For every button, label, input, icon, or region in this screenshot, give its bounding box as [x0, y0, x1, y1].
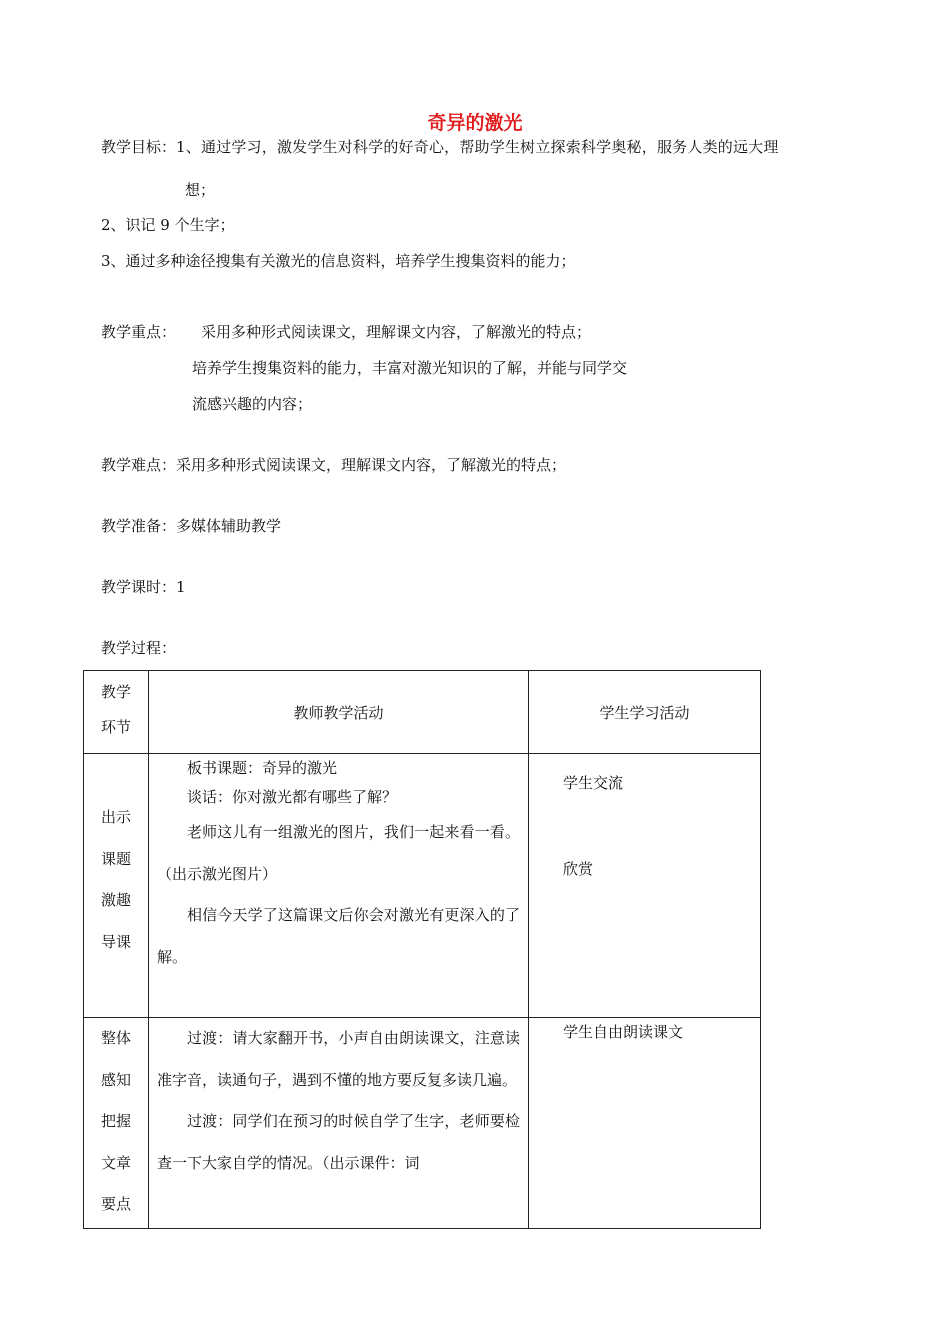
difficulties-row: [101, 455, 566, 475]
teacher-paragraph: 过渡：请大家翻开书，小声自由朗读课文，注意读准字音，读通句子，遇到不懂的地方要反复多读几遍。: [157, 1029, 520, 1089]
objectives-label: 教学目标：: [101, 138, 177, 156]
stage-text: 感知: [100, 1070, 131, 1089]
difficulties-label: 教学难点：: [101, 456, 177, 474]
stage-text: 文章: [100, 1153, 131, 1172]
process-table: [83, 670, 761, 1229]
student-activity: 学生交流: [563, 774, 624, 792]
lessons-label: 教学课时：: [101, 578, 177, 596]
header-stage-line-2: 环节: [100, 718, 131, 736]
difficulties-text: 采用多种形式阅读课文，理解课文内容，了解激光的特点；: [176, 456, 567, 474]
student-activity-cell: [529, 754, 761, 1018]
objectives-line-1-cont: 想；: [185, 181, 216, 199]
process-label: 教学过程：: [101, 639, 177, 657]
teacher-paragraph: 板书课题：奇异的激光: [187, 759, 338, 777]
stage-text: 把握: [100, 1112, 131, 1130]
table-row: [84, 754, 761, 1018]
document-title: 奇异的激光: [427, 112, 523, 134]
objectives-line-2: 2、识记 9 个生字；: [101, 216, 235, 234]
preparation-row: [101, 516, 281, 536]
stage-text: 课题: [100, 849, 131, 868]
stage-text: 激趣: [100, 891, 131, 909]
key-points-line-3: 流感兴趣的内容；: [192, 395, 313, 413]
header-teacher-cell: 教师教学活动: [149, 671, 529, 754]
teacher-paragraph: 过渡：同学们在预习的时候自学了生字，老师要检查一下大家自学的情况。（出示课件：词: [157, 1112, 520, 1172]
stage-text: 整体: [100, 1029, 131, 1047]
preparation-text: 多媒体辅助教学: [176, 517, 282, 535]
student-activity-cell: [529, 1018, 761, 1229]
teacher-activity-cell: [149, 1018, 529, 1229]
objectives-row: [101, 137, 779, 157]
key-points-label: 教学重点：: [101, 323, 177, 341]
preparation-label: 教学准备：: [101, 517, 177, 535]
teacher-paragraph: 相信今天学了这篇课文后你会对激光有更深入的了解。: [157, 906, 520, 966]
lessons-text: 1: [176, 578, 186, 596]
teacher-paragraph: 老师这儿有一组激光的图片，我们一起来看一看。（出示激光图片）: [157, 823, 520, 883]
stage-text: 要点: [100, 1195, 131, 1213]
header-stage-cell: [84, 671, 149, 754]
stage-cell: [84, 754, 149, 1018]
table-row: [84, 1018, 761, 1229]
key-points-line-2: 培养学生搜集资料的能力，丰富对激光知识的了解，并能与同学交: [192, 359, 628, 377]
lessons-row: [101, 577, 186, 597]
stage-cell: [84, 1018, 149, 1229]
student-activity: 学生自由朗读课文: [563, 1023, 684, 1041]
header-student-cell: 学生学习活动: [529, 671, 761, 754]
student-activity: 欣赏: [563, 860, 594, 878]
table-header-row: [84, 671, 761, 754]
objectives-line-3: 3、通过多种途径搜集有关激光的信息资料，培养学生搜集资料的能力；: [101, 252, 576, 270]
stage-text: 出示: [100, 808, 131, 826]
objectives-line-1: 1、通过学习，激发学生对科学的好奇心，帮助学生树立探索科学奥秘，服务人类的远大理: [176, 138, 779, 156]
stage-text: 导课: [100, 932, 131, 951]
teacher-paragraph: 谈话：你对激光都有哪些了解？: [187, 788, 398, 806]
header-stage-line-1: 教学: [100, 683, 131, 701]
teacher-activity-cell: [149, 754, 529, 1018]
key-points-line-1: 采用多种形式阅读课文，理解课文内容，了解激光的特点；: [201, 323, 592, 341]
